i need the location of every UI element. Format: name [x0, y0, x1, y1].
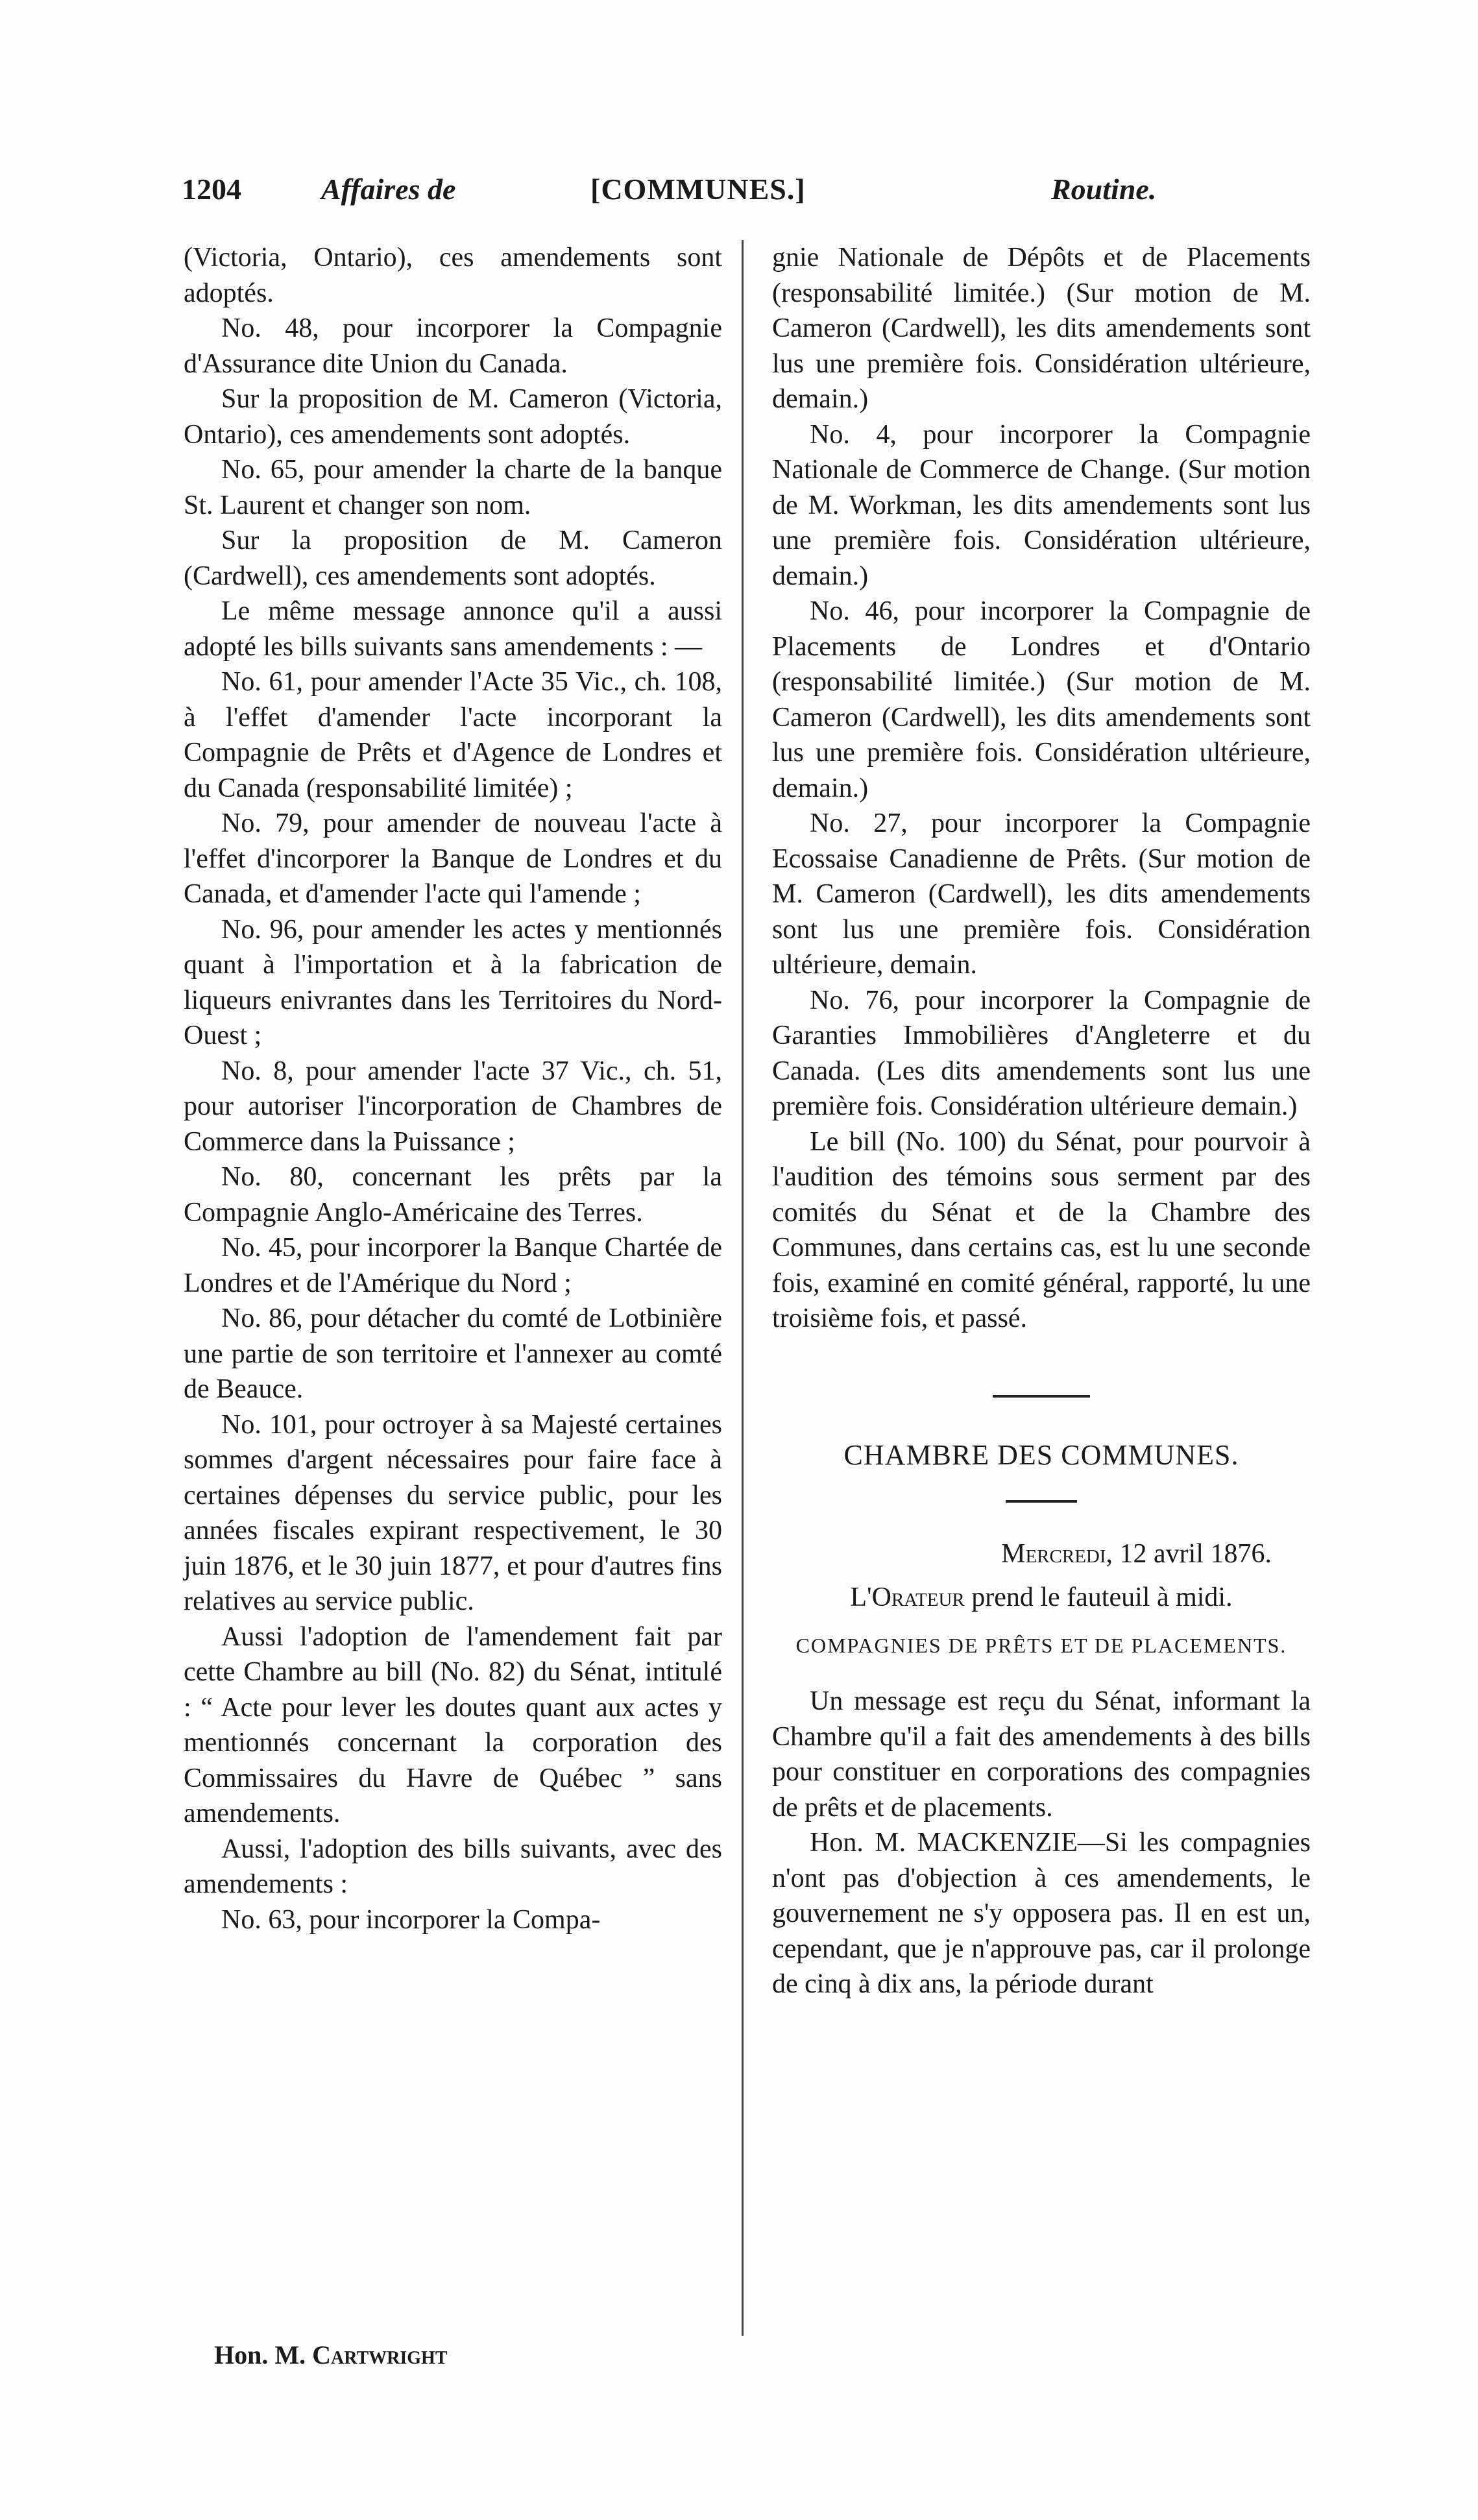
paragraph: Un message est reçu du Sénat, informant la Chambre qu'il a fait des amendements à des bills pour constituer en corporations des compagnies de prêts et de placements.	[772, 1686, 1311, 1823]
footer-catchword	[214, 2336, 448, 2375]
speaker-name: Orateur	[871, 1582, 965, 1612]
paragraph: No. 61, pour amender l'Acte 35 Vic., ch. 108, à l'effet d'amender l'acte incorporant la Compagnie de Prêts et d'Agence de Londres et du Canada (responsabilité limitée) ;	[184, 667, 722, 803]
paragraph: No. 4, pour incorporer la Compagnie Nationale de Commerce de Change. (Sur motion de M. Workman, les dits amendements sont lus une première fois. Considération ultérieure, demain.)	[772, 419, 1311, 591]
speaker-line	[772, 1580, 1311, 1616]
paragraph: No. 76, pour incorporer la Compagnie de Garanties Immobilières d'Angleterre et du Canada. (Les dits amendements sont lus une première fois. Considération ultérieure demain.)	[772, 985, 1311, 1121]
paragraph: No. 27, pour incorporer la Compagnie Ecossaise Canadienne de Prêts. (Sur motion de M. Cameron (Cardwell), les dits amendements sont lus une première fois. Considération ultérieure, demain.	[772, 808, 1311, 980]
paragraph: No. 80, concernant les prêts par la Compagnie Anglo-Américaine des Terres.	[184, 1162, 722, 1228]
paragraph: No. 65, pour amender la charte de la banque St. Laurent et changer son nom.	[184, 455, 722, 520]
section-rule	[993, 1395, 1090, 1398]
paragraph: No. 96, pour amender les actes y mentionnés quant à l'importation et à la fabrication de liqueurs enivrantes dans les Territoires du Nord-Ouest ;	[184, 914, 722, 1050]
paragraph: No. 48, pour incorporer la Compagnie d'Assurance dite Union du Canada.	[184, 313, 722, 379]
paragraph: No. 8, pour amender l'acte 37 Vic., ch. 51, pour autoriser l'incorporation de Chambres de Commerce dans la Puissance ;	[184, 1056, 722, 1157]
paragraph: Aussi, l'adoption des bills suivants, avec des amendements :	[184, 1834, 722, 1899]
paragraph: gnie Nationale de Dépôts et de Placements (responsabilité limitée.) (Sur motion de M. Cameron (Cardwell), les dits amendements sont lus une première fois. Considération ultérieure, demain.)	[772, 243, 1311, 414]
section-heading: CHAMBRE DES COMMUNES.	[843, 1438, 1239, 1471]
subheading: COMPAGNIES DE PRÊTS ET DE PLACEMENTS.	[795, 1634, 1287, 1657]
header-left-title: Affaires de	[321, 173, 456, 206]
paragraph: (Victoria, Ontario), ces amendements sont adoptés.	[184, 243, 722, 308]
paragraph: Hon. M. MACKENZIE—Si les compagnies n'ont pas d'objection à ces amendements, le gouvernement ne s'y opposera pas. Il en est un, cependant, que je n'approuve pas, car il prolonge de cinq à dix ans, la période durant	[772, 1828, 1311, 1999]
speaker-prefix: L'	[850, 1582, 872, 1612]
paragraph: No. 46, pour incorporer la Compagnie de Placements de Londres et d'Ontario (responsabilité limitée.) (Sur motion de M. Cameron (Cardwell), les dits amendements sont lus une première fois. Considération ultérieure, demain.)	[772, 596, 1311, 803]
left-column	[184, 240, 722, 1937]
header-right-title: Routine.	[1051, 173, 1157, 206]
paragraph: Sur la proposition de M. Cameron (Cardwell), ces amendements sont adoptés.	[184, 526, 722, 591]
running-header	[182, 164, 1155, 215]
paragraph: Aussi l'adoption de l'amendement fait par cette Chambre au bill (No. 82) du Sénat, intitulé : “ Acte pour lever les doutes quant aux actes y mentionnés concernant la corporation des Commissaires du Havre de Québec ” sans amendements.	[184, 1621, 722, 1828]
date-day: Mercredi,	[1001, 1539, 1113, 1569]
paragraph: No. 86, pour détacher du comté de Lotbinière une partie de son territoire et l'annexer au comté de Beauce.	[184, 1303, 722, 1404]
paragraph: No. 101, pour octroyer à sa Majesté certaines sommes d'argent nécessaires pour faire face à certaines dépenses du service public, pour les années fiscales expirant respectivement, le 30 juin 1876, et le 30 juin 1877, et pour d'autres fins relatives au service public.	[184, 1409, 722, 1616]
footer-name: Cartwright	[312, 2340, 448, 2369]
paragraph: Le bill (No. 100) du Sénat, pour pourvoir à l'audition des témoins sous serment par des comités du Sénat et de la Chambre des Communes, dans certains cas, est lu une seconde fois, examiné en comité général, rapporté, lu une troisième fois, et passé.	[772, 1126, 1311, 1333]
date-rest: 12 avril 1876.	[1113, 1539, 1272, 1569]
paragraph: Le même message annonce qu'il a aussi adopté les bills suivants sans amendements : —	[184, 596, 722, 662]
paragraph: No. 63, pour incorporer la Compa-	[221, 1904, 601, 1935]
paragraph: No. 45, pour incorporer la Banque Chartée de Londres et de l'Amérique du Nord ;	[184, 1233, 722, 1298]
speaker-rest: prend le fauteuil à midi.	[964, 1582, 1233, 1612]
right-column	[772, 240, 1311, 2002]
paragraph: Sur la proposition de M. Cameron (Victoria, Ontario), ces amendements sont adoptés.	[184, 384, 722, 450]
paragraph: No. 79, pour amender de nouveau l'acte à l'effet d'incorporer la Banque de Londres et du Canada, et d'amender l'acte qui l'amende ;	[184, 808, 722, 909]
section-rule	[1006, 1500, 1077, 1503]
column-divider	[742, 240, 744, 2336]
header-center-title: [COMMUNES.]	[590, 173, 806, 206]
dateline	[772, 1536, 1311, 1572]
page-number: 1204	[182, 173, 241, 206]
footer-prefix: Hon. M.	[214, 2340, 313, 2369]
